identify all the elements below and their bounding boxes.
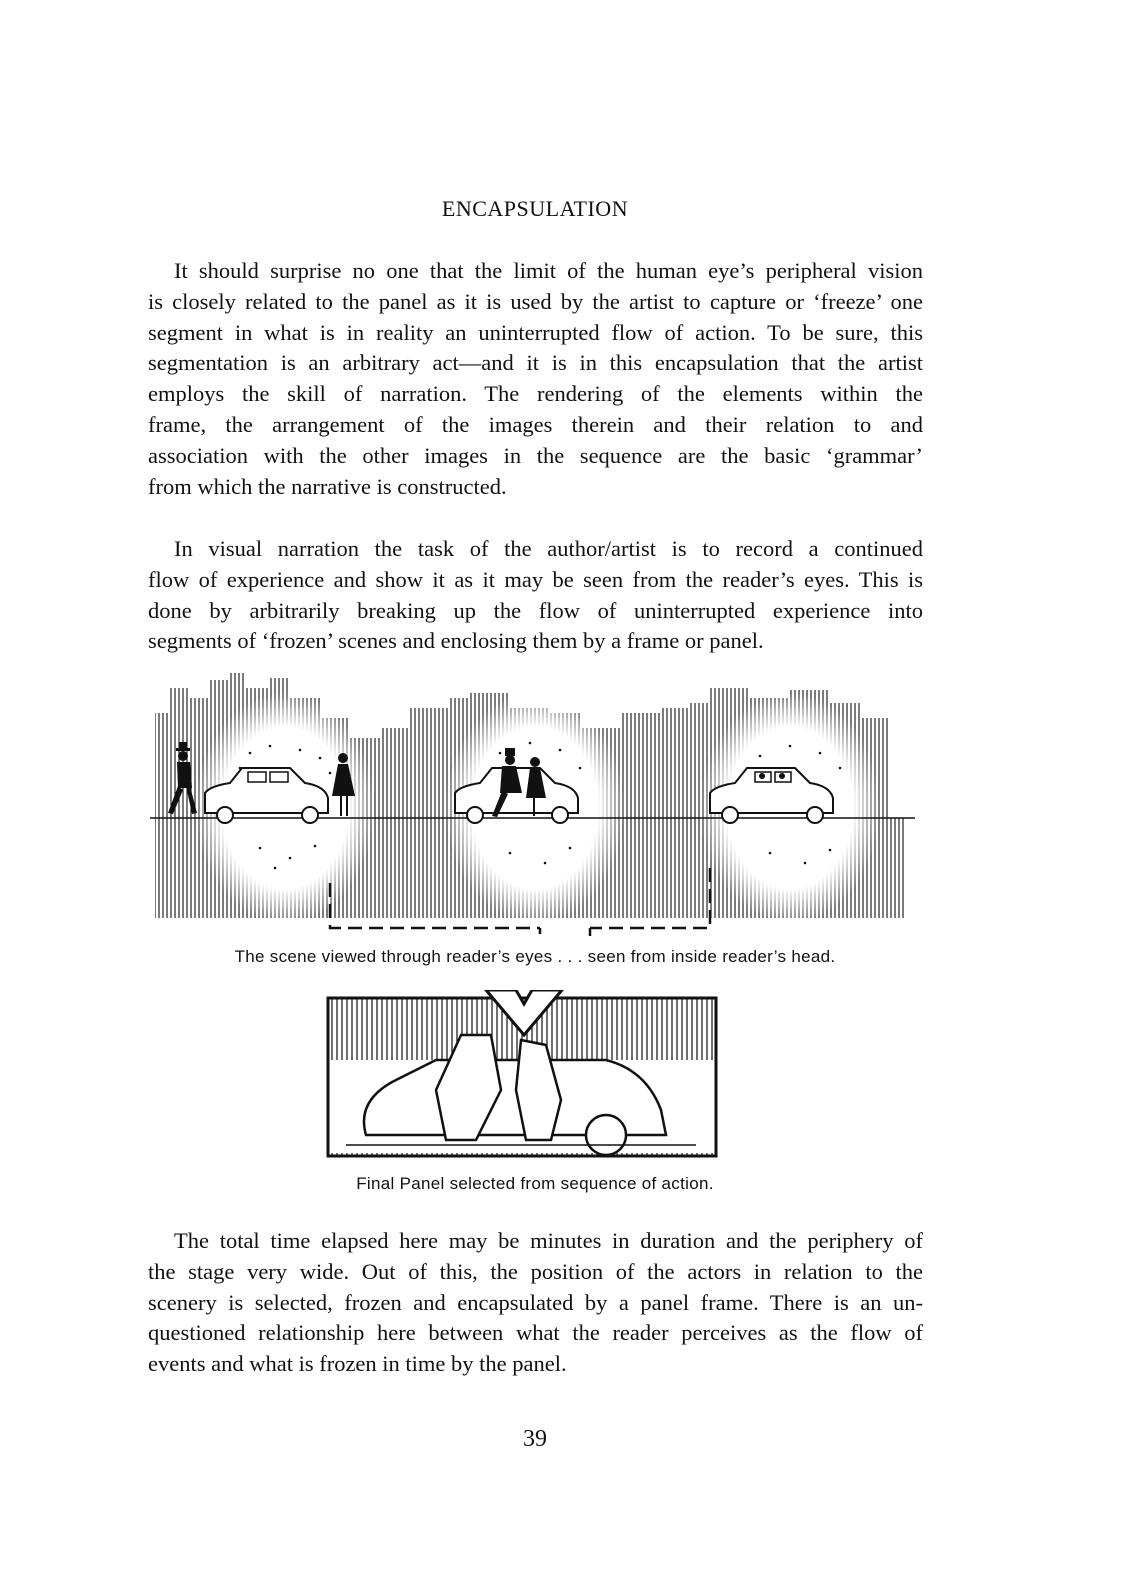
text-line: employs the skill of narration. The rendering of the elements within the — [148, 381, 923, 407]
text-line: events and what is frozen in time by the panel. — [148, 1351, 567, 1377]
text-line: association with the other images in the sequence are the basic ‘grammar’ — [148, 442, 923, 468]
figure-caption-final-panel: Final Panel selected from sequence of action. — [356, 1174, 714, 1193]
text-line: done by arbitrarily breaking up the flow of uninterrupted experience into — [148, 597, 923, 623]
text-line: the stage very wide. Out of this, the position of the actors in relation to the — [148, 1258, 923, 1284]
paragraph-1 — [148, 256, 923, 502]
page-title: ENCAPSULATION — [441, 196, 629, 221]
text-line: segmentation is an arbitrary act—and it is in this encapsulation that the artist — [148, 350, 923, 376]
text-line: The total time elapsed here may be minutes in duration and the periphery of — [174, 1228, 923, 1253]
final-panel-illustration — [326, 990, 718, 1158]
text-line: questioned relationship here between what the reader perceives as the flow of — [148, 1320, 923, 1346]
paragraph-3 — [148, 1226, 923, 1380]
text-line: frame, the arrangement of the images therein and their relation to and — [148, 411, 923, 437]
page-number: 39 — [523, 1426, 547, 1452]
text-line: segments of ‘frozen’ scenes and enclosing them by a frame or panel. — [148, 628, 764, 654]
figure-caption-sequence: The scene viewed through reader’s eyes . . . seen from inside reader’s head. — [234, 947, 836, 966]
text-line: It should surprise no one that the limit of the human eye’s peripheral vision — [174, 258, 923, 283]
sequence-illustration — [150, 668, 915, 936]
text-line: from which the narrative is constructed. — [148, 473, 507, 499]
text-line: is closely related to the panel as it is used by the artist to capture or ‘freeze’ one — [148, 288, 923, 314]
text-line: flow of experience and show it as it may be seen from the reader’s eyes. This is — [148, 566, 923, 592]
text-line: segment in what is in reality an uninterrupted flow of action. To be sure, this — [148, 319, 923, 345]
text-line: scenery is selected, frozen and encapsulated by a panel frame. There is an un- — [148, 1289, 923, 1315]
text-line: In visual narration the task of the author/artist is to record a continued — [174, 536, 923, 561]
paragraph-2 — [148, 534, 923, 657]
